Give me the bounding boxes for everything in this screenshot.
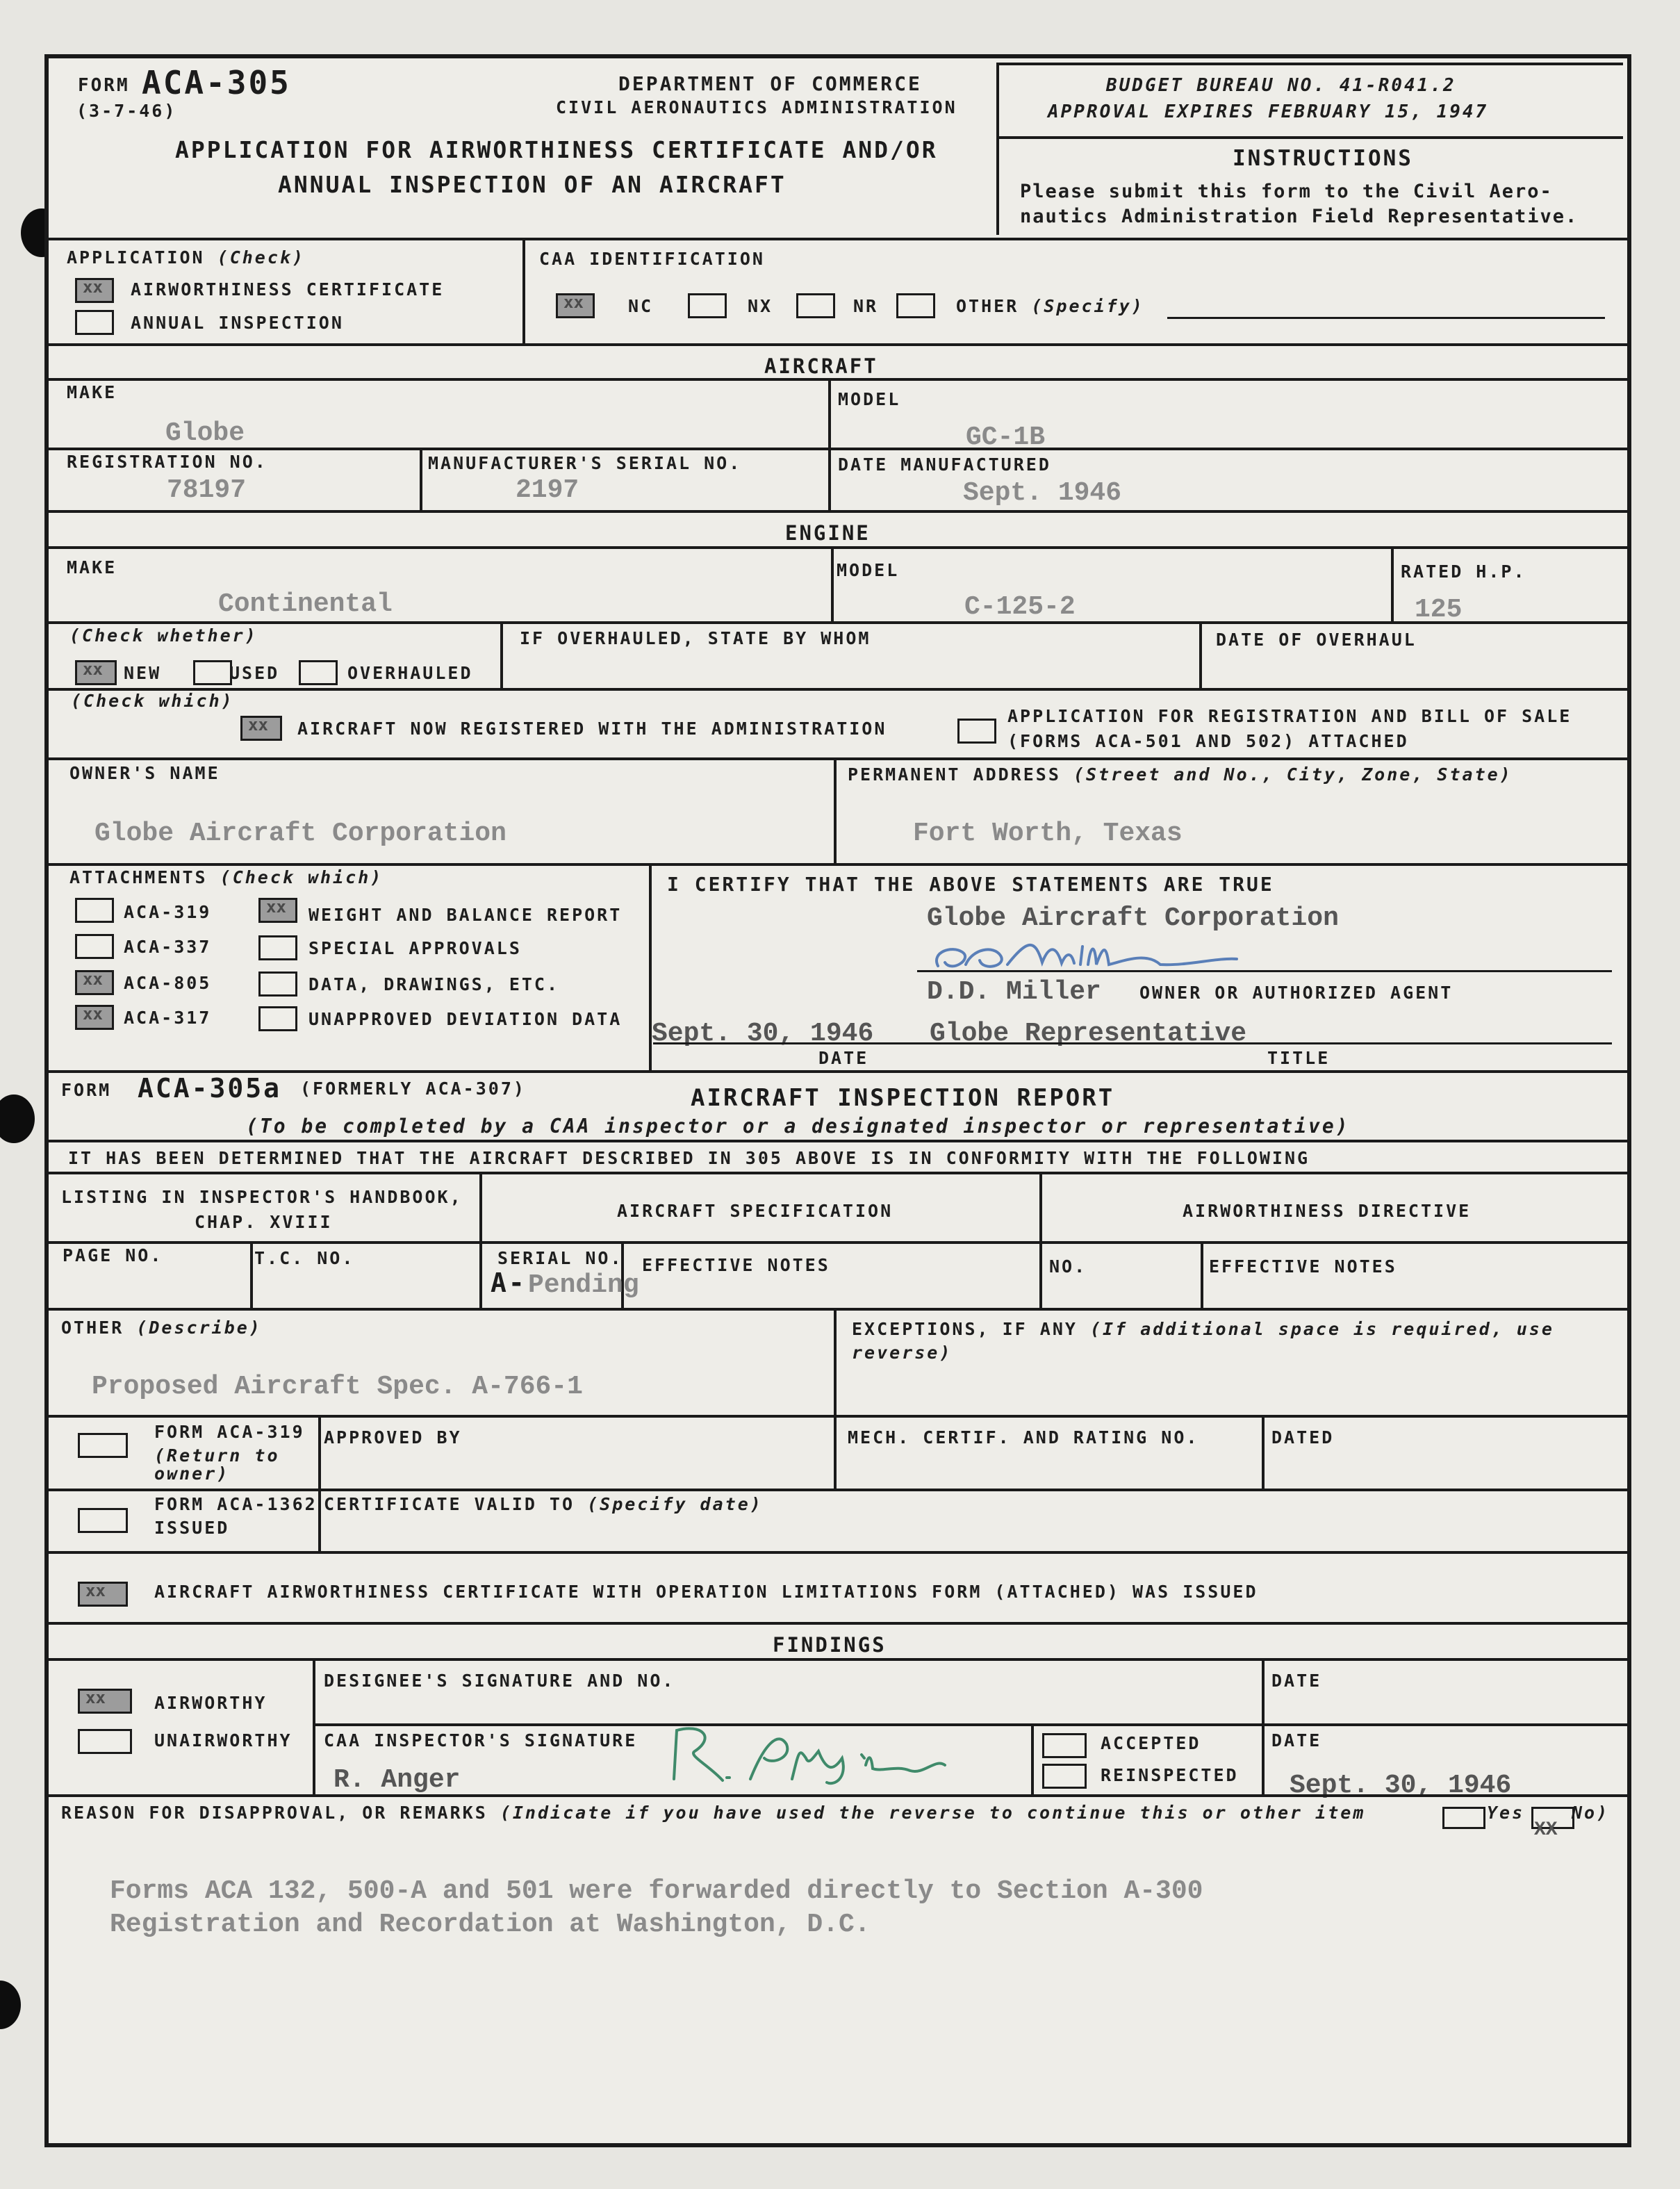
caa-identification-label: CAA IDENTIFICATION — [539, 249, 765, 269]
cert-valid-label: CERTIFICATE VALID TO (Specify date) — [324, 1494, 763, 1514]
certify-date-value: Sept. 30, 1946 — [652, 1019, 874, 1049]
engine-model-label: MODEL — [837, 560, 900, 580]
inspection-date-value: Sept. 30, 1946 — [1290, 1771, 1512, 1801]
form-aca1362-line2: ISSUED — [154, 1518, 230, 1538]
serial-no-spec-value: Pending — [528, 1270, 639, 1300]
nr-checkbox[interactable] — [796, 293, 835, 318]
form-date: (3-7-46) — [76, 101, 177, 121]
other-specify-line[interactable] — [1167, 317, 1605, 319]
approval-expires: APPROVAL EXPIRES FEBRUARY 15, 1947 — [1048, 101, 1489, 122]
registration-no-value: 78197 — [167, 475, 247, 505]
reverse-yes-label: Yes — [1487, 1803, 1525, 1823]
unapproved-deviation-label: UNAPPROVED DEVIATION DATA — [308, 1009, 623, 1029]
application-label: APPLICATION (Check) — [67, 247, 305, 268]
department-line1: DEPARTMENT OF COMMERCE — [618, 72, 922, 95]
nc-checkbox[interactable] — [556, 293, 595, 318]
exceptions-label: EXCEPTIONS, IF ANY (If additional space is required, use — [852, 1319, 1554, 1339]
serial-no-label: MANUFACTURER'S SERIAL NO. — [428, 453, 742, 473]
accepted-label: ACCEPTED — [1101, 1733, 1201, 1753]
unairworthy-checkbox[interactable] — [78, 1729, 132, 1754]
nr-label: NR — [853, 296, 879, 316]
aca317-checkbox[interactable] — [75, 1005, 114, 1030]
dated-label: DATED — [1271, 1427, 1335, 1448]
unairworthy-label: UNAIRWORTHY — [154, 1730, 293, 1751]
serial-no-value: 2197 — [516, 475, 579, 505]
reverse-no-mark: XX — [1534, 1819, 1558, 1841]
designee-date-label: DATE — [1271, 1671, 1322, 1691]
other-checkbox[interactable] — [896, 293, 935, 318]
reverse-yes-checkbox[interactable] — [1442, 1807, 1485, 1829]
engine-used-label: USED — [229, 663, 280, 683]
form-aca1362-checkbox[interactable] — [78, 1508, 128, 1533]
aca319-label: ACA-319 — [124, 902, 212, 922]
findings-heading: FINDINGS — [773, 1633, 887, 1657]
form-title-line1: APPLICATION FOR AIRWORTHINESS CERTIFICATE AND/OR — [175, 136, 938, 163]
inspection-form-number: ACA-305a — [138, 1073, 282, 1104]
engine-overhauled-label: OVERHAULED — [347, 663, 473, 683]
form-aca1362-line1: FORM ACA-1362 — [154, 1494, 318, 1514]
engine-heading: ENGINE — [785, 521, 871, 545]
application-for-registration-line1: APPLICATION FOR REGISTRATION AND BILL OF SALE — [1007, 706, 1572, 726]
engine-make-label: MAKE — [67, 557, 117, 577]
unapproved-deviation-checkbox[interactable] — [258, 1006, 297, 1031]
weight-balance-checkbox[interactable] — [258, 898, 297, 923]
signer-name: D.D. Miller — [927, 977, 1101, 1007]
inspection-report-subheading: (To be completed by a CAA inspector or a designated inspector or representative) — [246, 1115, 1350, 1138]
weight-balance-label: WEIGHT AND BALANCE REPORT — [308, 905, 623, 925]
nx-checkbox[interactable] — [688, 293, 727, 318]
aca337-checkbox[interactable] — [75, 934, 114, 959]
nx-label: NX — [748, 296, 773, 316]
aircraft-model-label: MODEL — [838, 389, 901, 409]
form-aca319-line2: (Return to — [154, 1445, 280, 1466]
certify-company: Globe Aircraft Corporation — [927, 903, 1339, 933]
aca319-checkbox[interactable] — [75, 898, 114, 923]
inspector-signature-label: CAA INSPECTOR'S SIGNATURE — [324, 1730, 638, 1751]
serial-no-prefix: A- — [491, 1268, 527, 1298]
engine-new-label: NEW — [124, 663, 162, 683]
airworthy-label: AIRWORTHY — [154, 1693, 267, 1713]
date-manufactured-value: Sept. 1946 — [963, 478, 1122, 508]
aircraft-make-label: MAKE — [67, 382, 117, 402]
airworthiness-certificate-checkbox[interactable] — [75, 278, 114, 303]
operation-limitations-label: AIRCRAFT AIRWORTHINESS CERTIFICATE WITH OPERATION LIMITATIONS FORM (ATTACHED) WAS ISSUED — [154, 1582, 1258, 1602]
date-manufactured-label: DATE MANUFACTURED — [838, 454, 1051, 475]
special-approvals-label: SPECIAL APPROVALS — [308, 938, 522, 958]
other-describe-value: Proposed Aircraft Spec. A-766-1 — [92, 1372, 583, 1402]
engine-model-value: C-125-2 — [964, 592, 1076, 622]
owner-name-label: OWNER'S NAME — [69, 763, 220, 783]
signer-role-label: OWNER OR AUTHORIZED AGENT — [1139, 983, 1453, 1003]
aircraft-registered-checkbox[interactable] — [240, 716, 282, 741]
reinspected-checkbox[interactable] — [1042, 1764, 1087, 1789]
engine-used-checkbox[interactable] — [193, 660, 232, 685]
conformity-statement: IT HAS BEEN DETERMINED THAT THE AIRCRAFT DESCRIBED IN 305 ABOVE IS IN CONFORMITY WITH THE FOLLOWING — [68, 1148, 1310, 1168]
remarks-line1: Forms ACA 132, 500-A and 501 were forwarded directly to Section A-300 — [110, 1876, 1203, 1906]
accepted-checkbox[interactable] — [1042, 1733, 1087, 1758]
aca805-checkbox[interactable] — [75, 970, 114, 995]
inspection-report-heading: AIRCRAFT INSPECTION REPORT — [691, 1084, 1115, 1112]
inspector-name: R. Anger — [333, 1765, 461, 1795]
inspection-form-former: (FORMERLY ACA-307) — [300, 1079, 526, 1099]
instructions-text-line2: nautics Administration Field Representative. — [1020, 206, 1579, 227]
inspector-signature — [660, 1716, 952, 1793]
owner-signature — [924, 931, 1244, 980]
airworthiness-certificate-label: AIRWORTHINESS CERTIFICATE — [131, 279, 445, 300]
application-for-registration-checkbox[interactable] — [957, 719, 996, 744]
mech-cert-label: MECH. CERTIF. AND RATING NO. — [848, 1427, 1199, 1448]
nc-label: NC — [628, 296, 654, 316]
effective-notes-label: EFFECTIVE NOTES — [642, 1255, 830, 1275]
address-value: Fort Worth, Texas — [913, 819, 1183, 848]
engine-new-checkbox[interactable] — [75, 660, 117, 685]
annual-inspection-checkbox[interactable] — [75, 310, 114, 335]
owner-name-value: Globe Aircraft Corporation — [94, 819, 507, 848]
special-approvals-checkbox[interactable] — [258, 935, 297, 960]
rated-hp-label: RATED H.P. — [1401, 561, 1526, 582]
form-aca319-line3: owner) — [154, 1464, 230, 1484]
airworthiness-directive-label: AIRWORTHINESS DIRECTIVE — [1183, 1201, 1472, 1221]
listing-label-line1: LISTING IN INSPECTOR'S HANDBOOK, — [61, 1187, 463, 1207]
operation-limitations-checkbox[interactable] — [78, 1582, 128, 1607]
check-whether-hint: (Check whether) — [69, 625, 258, 646]
aircraft-specification-label: AIRCRAFT SPECIFICATION — [617, 1201, 893, 1221]
address-label: PERMANENT ADDRESS (Street and No., City, Zone, State) — [848, 764, 1513, 785]
other-label: OTHER (Specify) — [956, 296, 1144, 316]
airworthy-checkbox[interactable] — [78, 1689, 132, 1714]
form-number: ACA-305 — [142, 64, 291, 101]
instructions-heading: INSTRUCTIONS — [1233, 146, 1413, 171]
form-title-line2: ANNUAL INSPECTION OF AN AIRCRAFT — [278, 171, 787, 198]
form-aca319-checkbox[interactable] — [78, 1433, 128, 1458]
data-drawings-checkbox[interactable] — [258, 971, 297, 997]
annual-inspection-label: ANNUAL INSPECTION — [131, 313, 344, 333]
directive-no-label: NO. — [1049, 1256, 1087, 1277]
page-no-label: PAGE NO. — [63, 1245, 163, 1265]
check-which-hint: (Check which) — [71, 691, 234, 711]
directive-effective-notes-label: EFFECTIVE NOTES — [1209, 1256, 1397, 1277]
approved-by-label: APPROVED BY — [324, 1427, 462, 1448]
punch-hole — [0, 1094, 35, 1143]
certify-title-value: Globe Representative — [930, 1019, 1247, 1049]
designee-signature-label: DESIGNEE'S SIGNATURE AND NO. — [324, 1671, 675, 1691]
aca805-label: ACA-805 — [124, 973, 212, 993]
form-label: FORM — [78, 75, 130, 96]
aircraft-make-value: Globe — [165, 418, 245, 448]
remarks-line2: Registration and Recordation at Washington, D.C. — [110, 1910, 871, 1940]
other-describe-label: OTHER (Describe) — [61, 1318, 262, 1338]
exceptions-hint-line2: reverse) — [852, 1343, 953, 1363]
rated-hp-value: 125 — [1415, 595, 1463, 625]
department-line2: CIVIL AERONAUTICS ADMINISTRATION — [556, 97, 957, 117]
inspector-date-label: DATE — [1271, 1730, 1322, 1751]
punch-hole — [0, 1981, 21, 2029]
tc-no-label: T.C. NO. — [254, 1248, 355, 1268]
inspection-form-label: FORM — [61, 1080, 112, 1100]
aircraft-model-value: GC-1B — [966, 423, 1046, 452]
instructions-text-line1: Please submit this form to the Civil Aero- — [1020, 181, 1553, 202]
aircraft-heading: AIRCRAFT — [764, 354, 878, 378]
budget-bureau: BUDGET BUREAU NO. 41-R041.2 — [1106, 75, 1456, 96]
aca317-label: ACA-317 — [124, 1008, 212, 1028]
certify-title-label: TITLE — [1267, 1048, 1331, 1068]
data-drawings-label: DATA, DRAWINGS, ETC. — [308, 974, 560, 994]
aircraft-registered-label: AIRCRAFT NOW REGISTERED WITH THE ADMINISTRATION — [297, 719, 887, 739]
form-aca319-line1: FORM ACA-319 — [154, 1422, 305, 1442]
listing-label-line2: CHAP. XVIII — [195, 1212, 333, 1232]
engine-make-value: Continental — [218, 589, 393, 619]
serial-no-spec-label: SERIAL NO. — [497, 1248, 623, 1268]
remarks-label: REASON FOR DISAPPROVAL, OR REMARKS (Indicate if you have used the reverse to continue this or other item — [61, 1803, 1366, 1823]
attachments-label: ATTACHMENTS (Check which) — [69, 867, 384, 887]
overhaul-date-label: DATE OF OVERHAUL — [1216, 630, 1417, 650]
certify-statement: I CERTIFY THAT THE ABOVE STATEMENTS ARE TRUE — [667, 873, 1274, 896]
reverse-no-label: No) — [1572, 1803, 1610, 1823]
reinspected-label: REINSPECTED — [1101, 1765, 1239, 1785]
application-for-registration-line2: (FORMS ACA-501 AND 502) ATTACHED — [1007, 731, 1409, 751]
certify-date-label: DATE — [818, 1048, 869, 1068]
aca337-label: ACA-337 — [124, 937, 212, 957]
engine-overhauled-checkbox[interactable] — [299, 660, 338, 685]
overhauled-by-label: IF OVERHAULED, STATE BY WHOM — [520, 628, 871, 648]
registration-no-label: REGISTRATION NO. — [67, 452, 267, 472]
